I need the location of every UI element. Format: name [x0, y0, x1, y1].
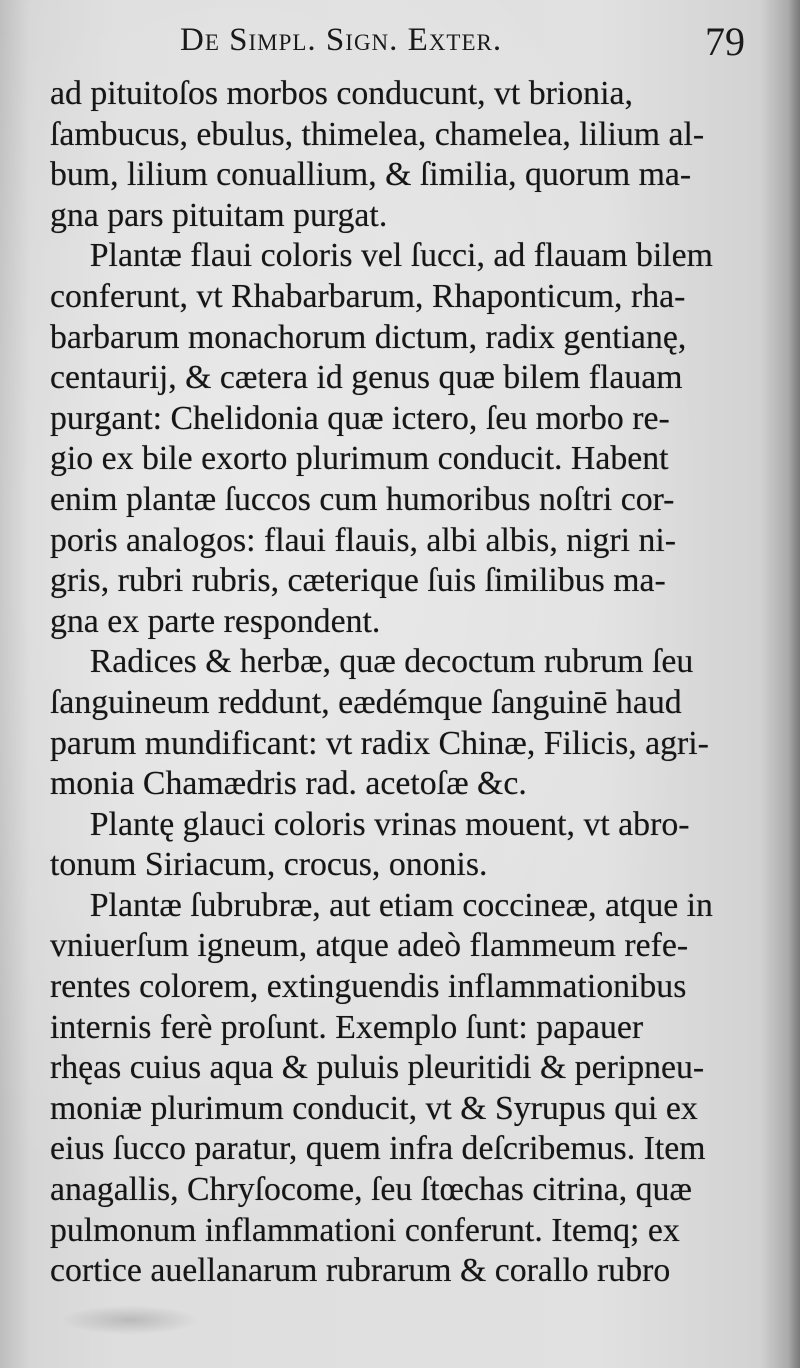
page-header: [0, 19, 800, 76]
paragraph-start-line: Plantę glauci coloris vrinas mouent, vt abro-: [89, 805, 690, 843]
text-line: tonum Siriacum, crocus, ononis.: [50, 846, 488, 884]
text-line: pulmonum inflammationi conferunt. Itemq; ex: [50, 1211, 680, 1249]
text-line: eius ſucco paratur, quem infra deſcribemus. Item: [50, 1130, 706, 1168]
paragraph-start-line: Radices & herbæ, quæ decoctum rubrum ſeu: [89, 643, 694, 681]
paragraph-start-line: Plantæ ſubrubræ, aut etiam coccineæ, atque in: [89, 886, 713, 924]
text-line: ſambucus, ebulus, thimelea, chamelea, lilium al-: [50, 115, 705, 153]
text-line: purgant: Chelidonia quæ ictero, ſeu morbo re-: [50, 399, 670, 437]
bleed-through-smudge: [60, 1305, 200, 1335]
text-line: centaurij, & cætera id genus quæ bilem flauam: [50, 359, 683, 397]
text-line: moniæ plurimum conducit, vt & Syrupus qui ex: [50, 1089, 698, 1127]
text-line: gna ex parte respondent.: [50, 602, 381, 640]
text-line: anagallis, Chryſocome, ſeu ſtœchas citrina, quæ: [50, 1171, 692, 1209]
page-edge-shadow: [788, 0, 800, 1368]
text-line: rentes colorem, extinguendis inflammationibus: [50, 968, 687, 1006]
text-line: bum, lilium conuallium, & ſimilia, quorum ma-: [50, 156, 692, 194]
text-line: gio ex bile exorto plurimum conducit. Habent: [50, 440, 669, 478]
text-line: barbarum monachorum dictum, radix gentianę,: [50, 318, 687, 356]
text-line: conferunt, vt Rhabarbarum, Rhaponticum, rha-: [50, 277, 686, 315]
text-line: gna pars pituitam purgat.: [50, 196, 388, 234]
text-line: cortice auellanarum rubrarum & corallo rubro: [50, 1252, 671, 1290]
running-title: De Simpl. Sign. Exter.: [180, 22, 503, 58]
text-line: enim plantæ ſuccos cum humoribus noſtri cor-: [50, 480, 675, 518]
text-line: internis ferè proſunt. Exemplo ſunt: papauer: [50, 1008, 644, 1046]
text-line: rhęas cuius aqua & puluis pleuritidi & peripneu-: [50, 1049, 705, 1087]
text-line: gris, rubri rubris, cæterique ſuis ſimilibus ma-: [50, 562, 666, 600]
text-line: monia Chamædris rad. acetoſæ &c.: [50, 765, 527, 803]
page-number: 79: [705, 19, 745, 64]
body-text: [50, 74, 760, 1292]
text-line: vniuerſum igneum, atque adeò flammeum refe-: [50, 927, 689, 965]
text-line: ad pituitoſos morbos conducunt, vt brionia,: [50, 75, 633, 112]
text-line: parum mundificant: vt radix Chinæ, Filicis, agri-: [50, 724, 709, 762]
paragraph-start-line: Plantæ flaui coloris vel ſucci, ad flauam bilem: [89, 237, 713, 275]
text-line: ſanguineum reddunt, eædémque ſanguinē haud: [50, 683, 682, 721]
text-line: poris analogos: flaui flauis, albi albis, nigri ni-: [50, 521, 677, 559]
